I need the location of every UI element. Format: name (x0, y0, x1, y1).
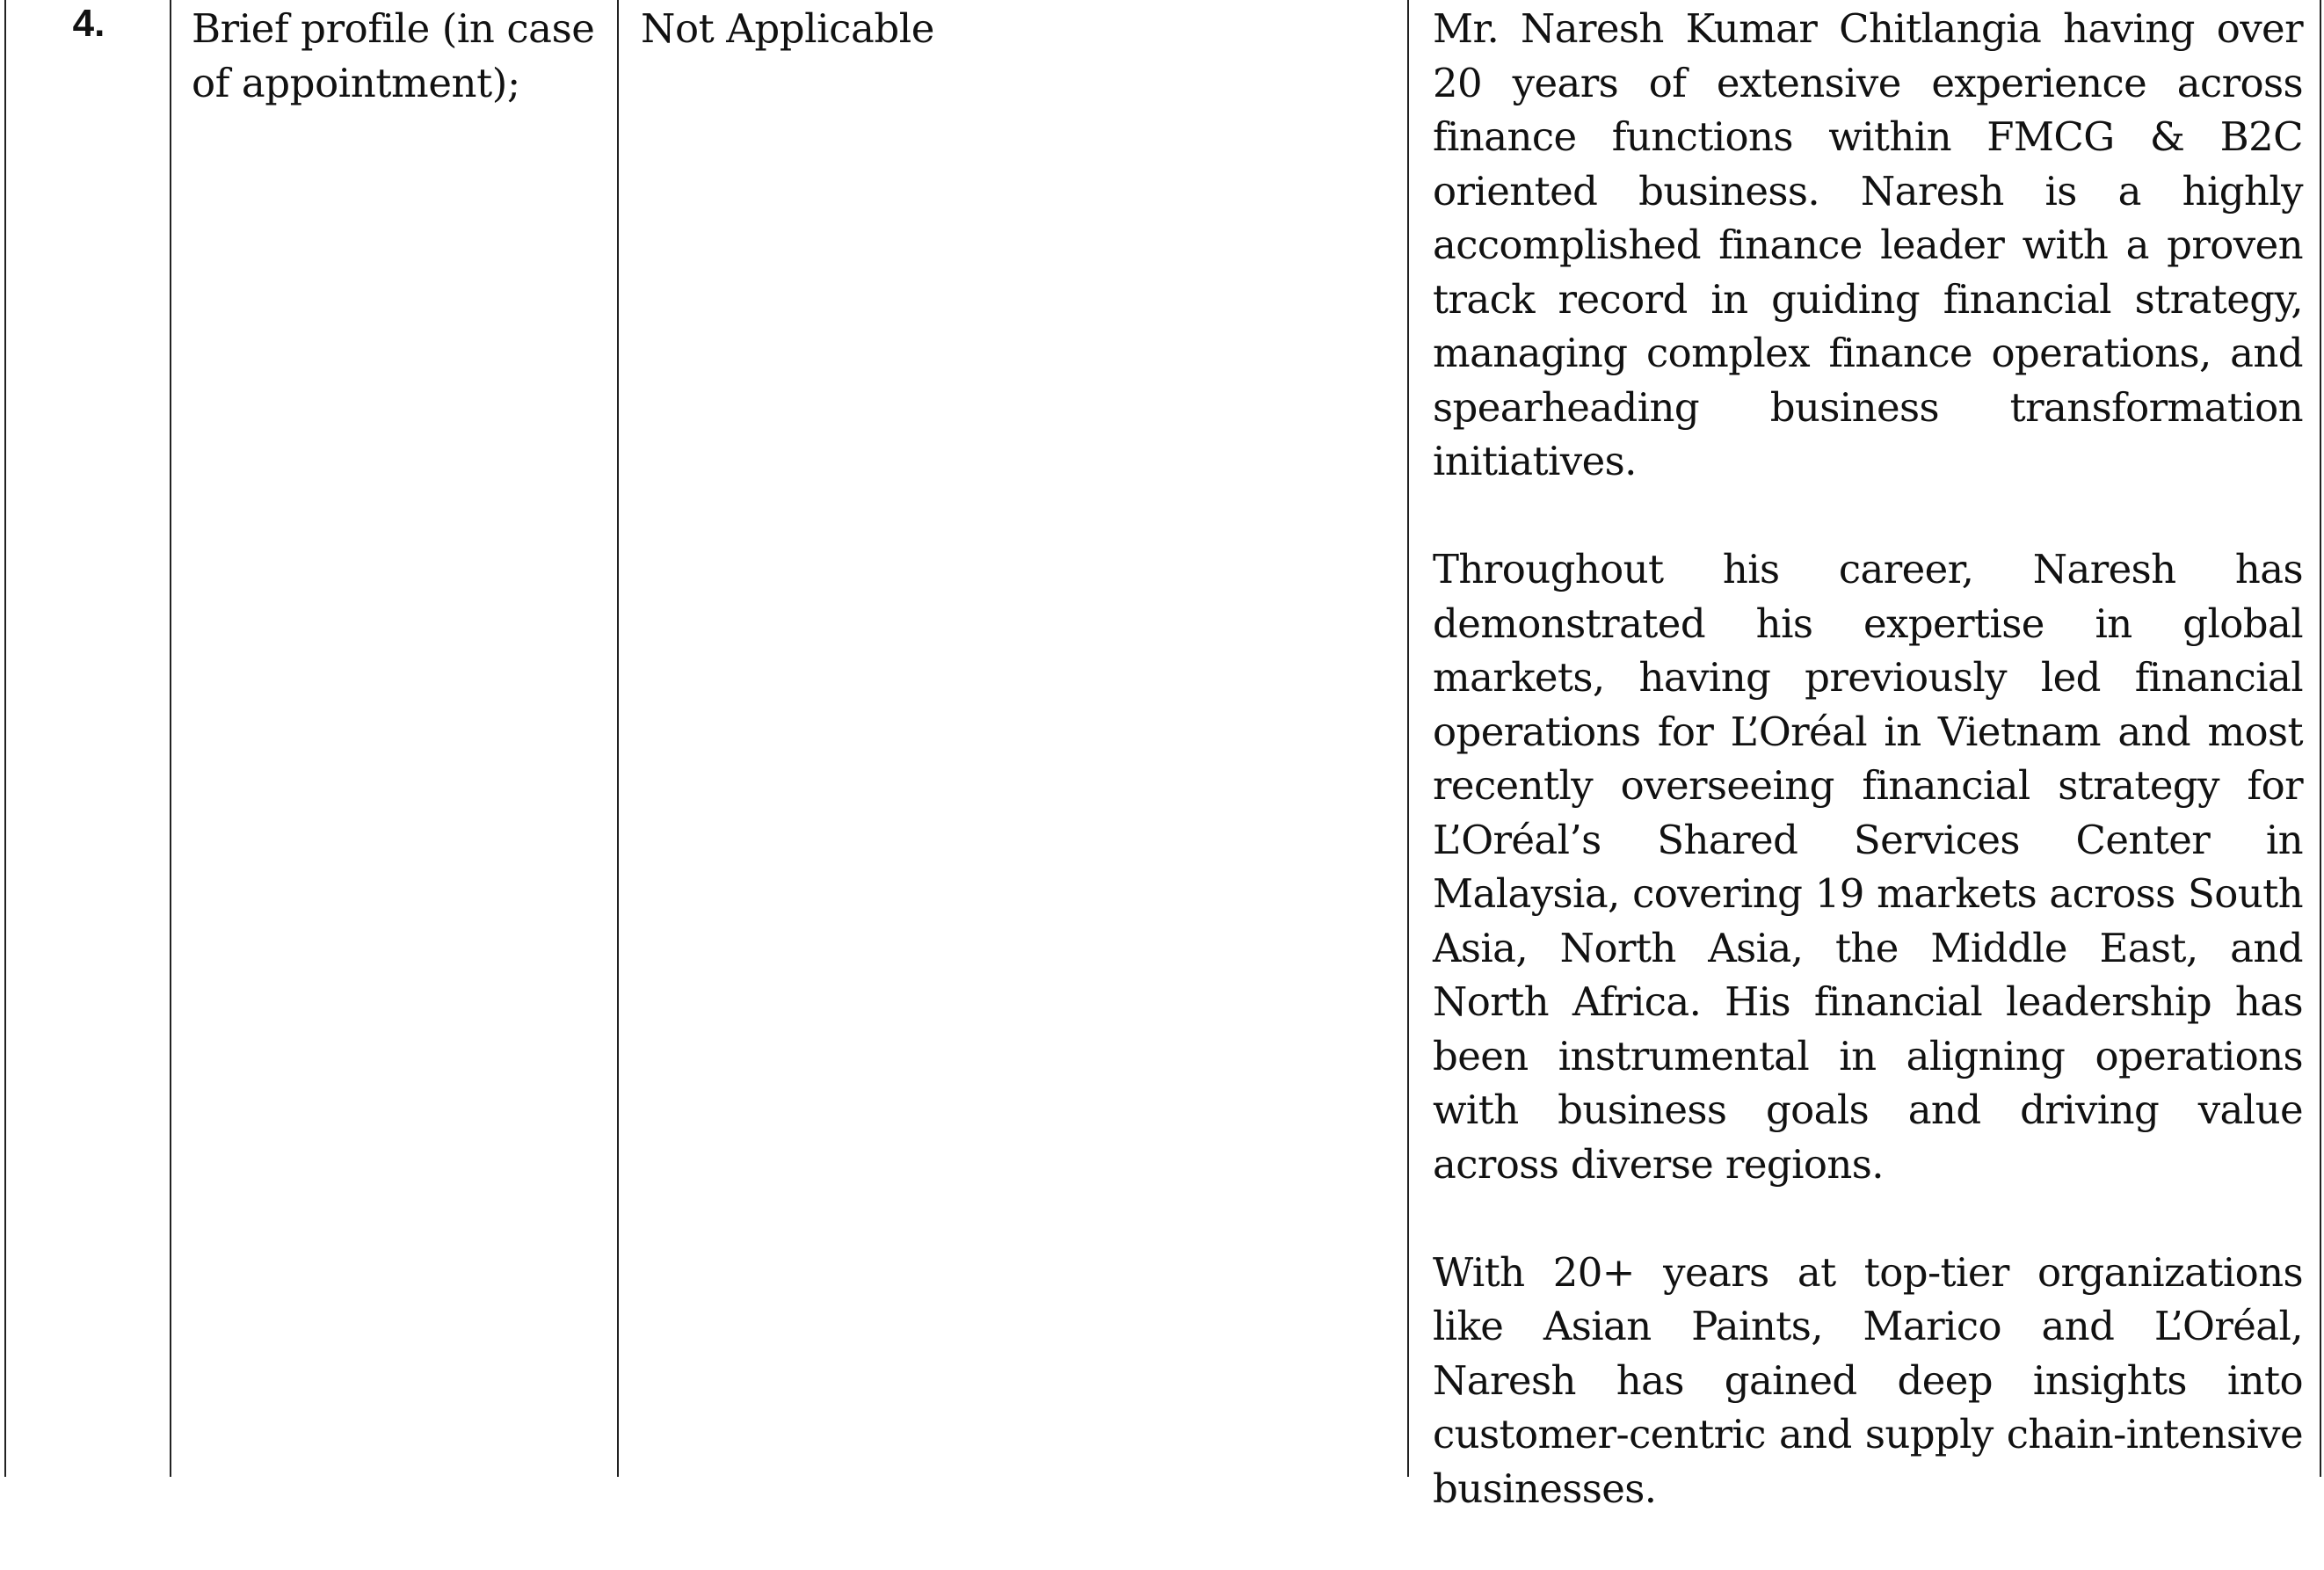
profile-paragraph: Mr. Naresh Kumar Chitlangia having over 20 years of extensive experience across finance functions within FMCG & B2C oriented business. Naresh is a highly accomplished finance leader with a proven track record in guiding financial strategy, managing complex finance operations, and spearheading business transformation initiatives. (1433, 5, 2303, 484)
particulars-text: Brief profile (in case of appointment); (192, 5, 595, 106)
profile-paragraph: Throughout his career, Naresh has demonstrated his expertise in global markets, having previously led financial operations for L’Oréal in Vietnam and most recently overseeing financial strategy for L’Oréal’s Shared Services Center in Malaysia, covering 19 markets across South Asia, North Asia, the Middle East, and North Africa. His financial leadership has been instrumental in aligning operations with business goals and driving value across diverse regions. (1433, 546, 2303, 1188)
serial-number-cell (4, 0, 170, 1477)
profile-paragraph: With 20+ years at top-tier organizations like Asian Paints, Marico and L’Oréal, Naresh has gained deep insights into customer-centric and supply chain-intensive businesses. (1433, 1248, 2303, 1512)
serial-number: 4. (72, 2, 105, 45)
particulars-cell (170, 0, 617, 1477)
previous-value-text: Not Applicable (641, 5, 935, 52)
profile-text (1433, 2, 2303, 1570)
previous-value-cell (617, 0, 1407, 1477)
profile-cell (1407, 0, 2321, 1512)
